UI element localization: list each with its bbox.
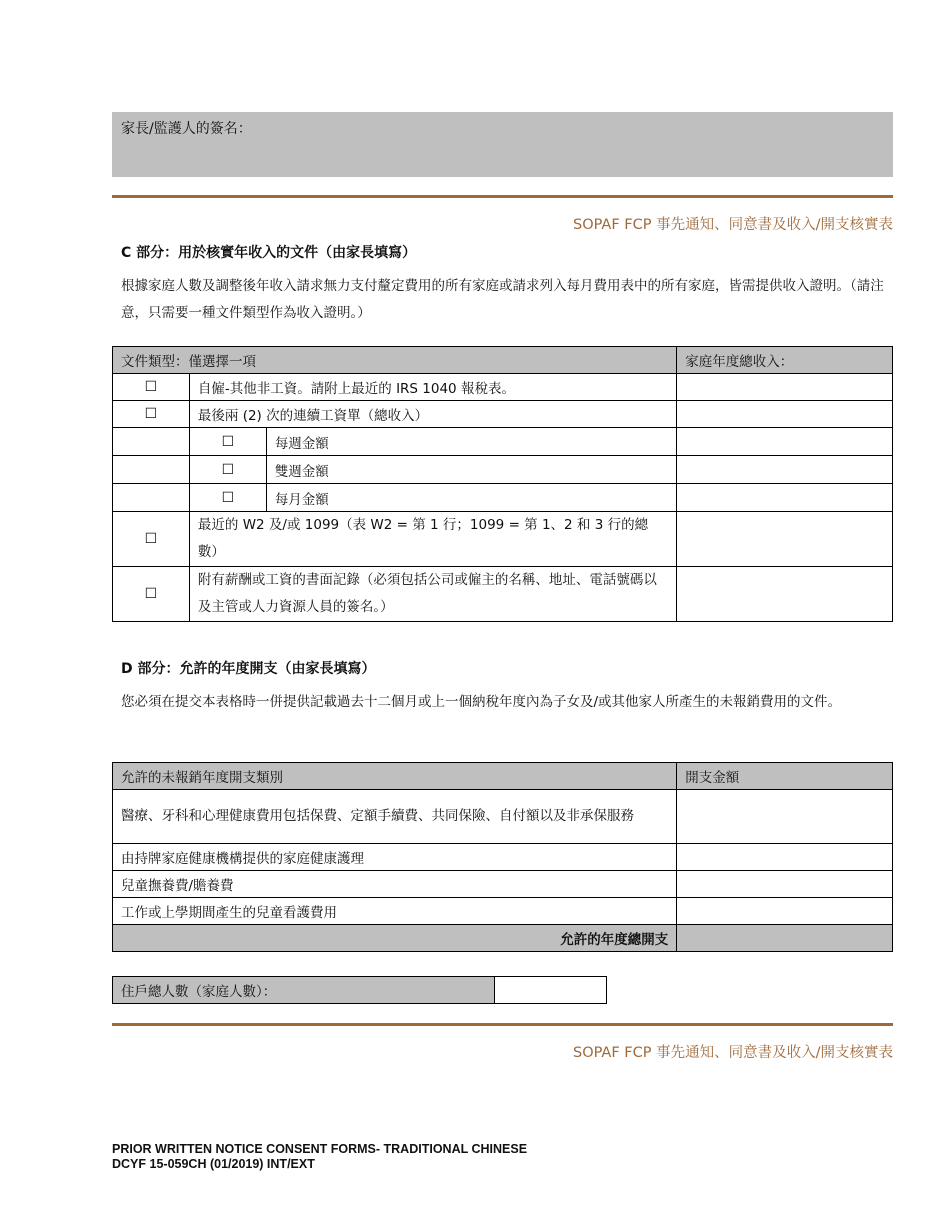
empty-cell — [113, 428, 190, 456]
income-field-monthly[interactable] — [677, 484, 893, 512]
running-header-bottom: SOPAF FCP 事先通知、同意書及收入/開支核實表 — [572, 1045, 893, 1061]
amount-field-medical[interactable] — [677, 790, 893, 844]
table-row — [113, 456, 893, 484]
col-header-document-type: 文件類型：僅選擇一項 — [113, 347, 677, 374]
checkbox-w2-1099[interactable]: ☐ — [113, 512, 190, 567]
section-c-description: 根據家庭人數及調整後年收入請求無力支付釐定費用的所有家庭或請求列入每月費用表中的所有家庭，皆需提供收入證明。（請注意，只需要一種文件類型作為收入證明。） — [121, 278, 884, 321]
section-c-title: C 部分：用於核實年收入的文件（由家長填寫） — [121, 245, 417, 261]
empty-cell — [113, 484, 190, 512]
row-label-monthly: 每月金額 — [266, 484, 676, 512]
header-rule-top — [112, 195, 893, 198]
parent-signature-field[interactable] — [112, 112, 893, 177]
amount-field-home-health[interactable] — [677, 844, 893, 871]
footer-form-number: DCYF 15-059CH (01/2019) INT/EXT — [112, 1157, 315, 1171]
amount-field-child-support[interactable] — [677, 871, 893, 898]
table-row — [113, 374, 893, 401]
expense-table — [112, 762, 893, 952]
income-field-weekly[interactable] — [677, 428, 893, 456]
table-row — [113, 484, 893, 512]
table-row — [113, 428, 893, 456]
total-expense-label: 允許的年度總開支 — [113, 925, 677, 952]
table-row — [113, 871, 893, 898]
income-field-biweekly[interactable] — [677, 456, 893, 484]
checkbox-weekly[interactable]: ☐ — [189, 428, 266, 456]
income-field-pay-stubs[interactable] — [677, 401, 893, 428]
col-header-expense-category: 允許的未報銷年度開支類別 — [113, 763, 677, 790]
row-label-pay-stubs: 最後兩 (2) 次的連續工資單（總收入） — [189, 401, 676, 428]
total-expense-field[interactable] — [677, 925, 893, 952]
checkbox-biweekly[interactable]: ☐ — [189, 456, 266, 484]
row-label-w2-1099: 最近的 W2 及/或 1099（表 W2 = 第 1 行；1099 = 第 1、2 和 3 行的總數） — [189, 512, 676, 567]
col-header-expense-amount: 開支金額 — [677, 763, 893, 790]
signature-label: 家長/監護人的簽名： — [121, 121, 252, 137]
table-row — [113, 790, 893, 844]
income-field-self-employed[interactable] — [677, 374, 893, 401]
checkbox-monthly[interactable]: ☐ — [189, 484, 266, 512]
section-d-description: 您必須在提交本表格時一併提供記載過去十二個月或上一個納稅年度內為子女及/或其他家人所產生的未報銷費用的文件。 — [121, 694, 842, 710]
income-field-written-record[interactable] — [677, 567, 893, 622]
section-d-title: D 部分：允許的年度開支（由家長填寫） — [121, 661, 376, 677]
checkbox-written-record[interactable]: ☐ — [113, 567, 190, 622]
row-label-medical: 醫療、牙科和心理健康費用包括保費、定額手續費、共同保險、自付額以及非承保服務 — [113, 790, 677, 844]
running-header-top: SOPAF FCP 事先通知、同意書及收入/開支核實表 — [572, 217, 893, 233]
row-label-weekly: 每週金額 — [266, 428, 676, 456]
header-rule-bottom — [112, 1023, 893, 1026]
col-header-annual-income: 家庭年度總收入： — [677, 347, 893, 374]
household-size-table — [112, 976, 607, 1004]
row-label-self-employed: 自僱-其他非工資。請附上最近的 IRS 1040 報稅表。 — [189, 374, 676, 401]
empty-cell — [113, 456, 190, 484]
table-row — [113, 401, 893, 428]
checkbox-self-employed[interactable]: ☐ — [113, 374, 190, 401]
total-row — [113, 925, 893, 952]
household-size-field[interactable] — [495, 977, 607, 1004]
table-row — [113, 898, 893, 925]
row-label-child-care: 工作或上學期間產生的兒童看護費用 — [113, 898, 677, 925]
table-row — [113, 844, 893, 871]
table-row — [113, 567, 893, 622]
household-size-label: 住戶總人數（家庭人數）： — [113, 977, 495, 1004]
row-label-written-record: 附有薪酬或工資的書面記錄（必須包括公司或僱主的名稱、地址、電話號碼以及主管或人力資源人員的簽名。） — [189, 567, 676, 622]
checkbox-pay-stubs[interactable]: ☐ — [113, 401, 190, 428]
income-document-table — [112, 346, 893, 622]
row-label-child-support: 兒童撫養費/贍養費 — [113, 871, 677, 898]
amount-field-child-care[interactable] — [677, 898, 893, 925]
table-row — [113, 512, 893, 567]
row-label-home-health: 由持牌家庭健康機構提供的家庭健康護理 — [113, 844, 677, 871]
income-field-w2-1099[interactable] — [677, 512, 893, 567]
footer-form-title: PRIOR WRITTEN NOTICE CONSENT FORMS- TRADITIONAL CHINESE — [112, 1142, 528, 1156]
row-label-biweekly: 雙週金額 — [266, 456, 676, 484]
